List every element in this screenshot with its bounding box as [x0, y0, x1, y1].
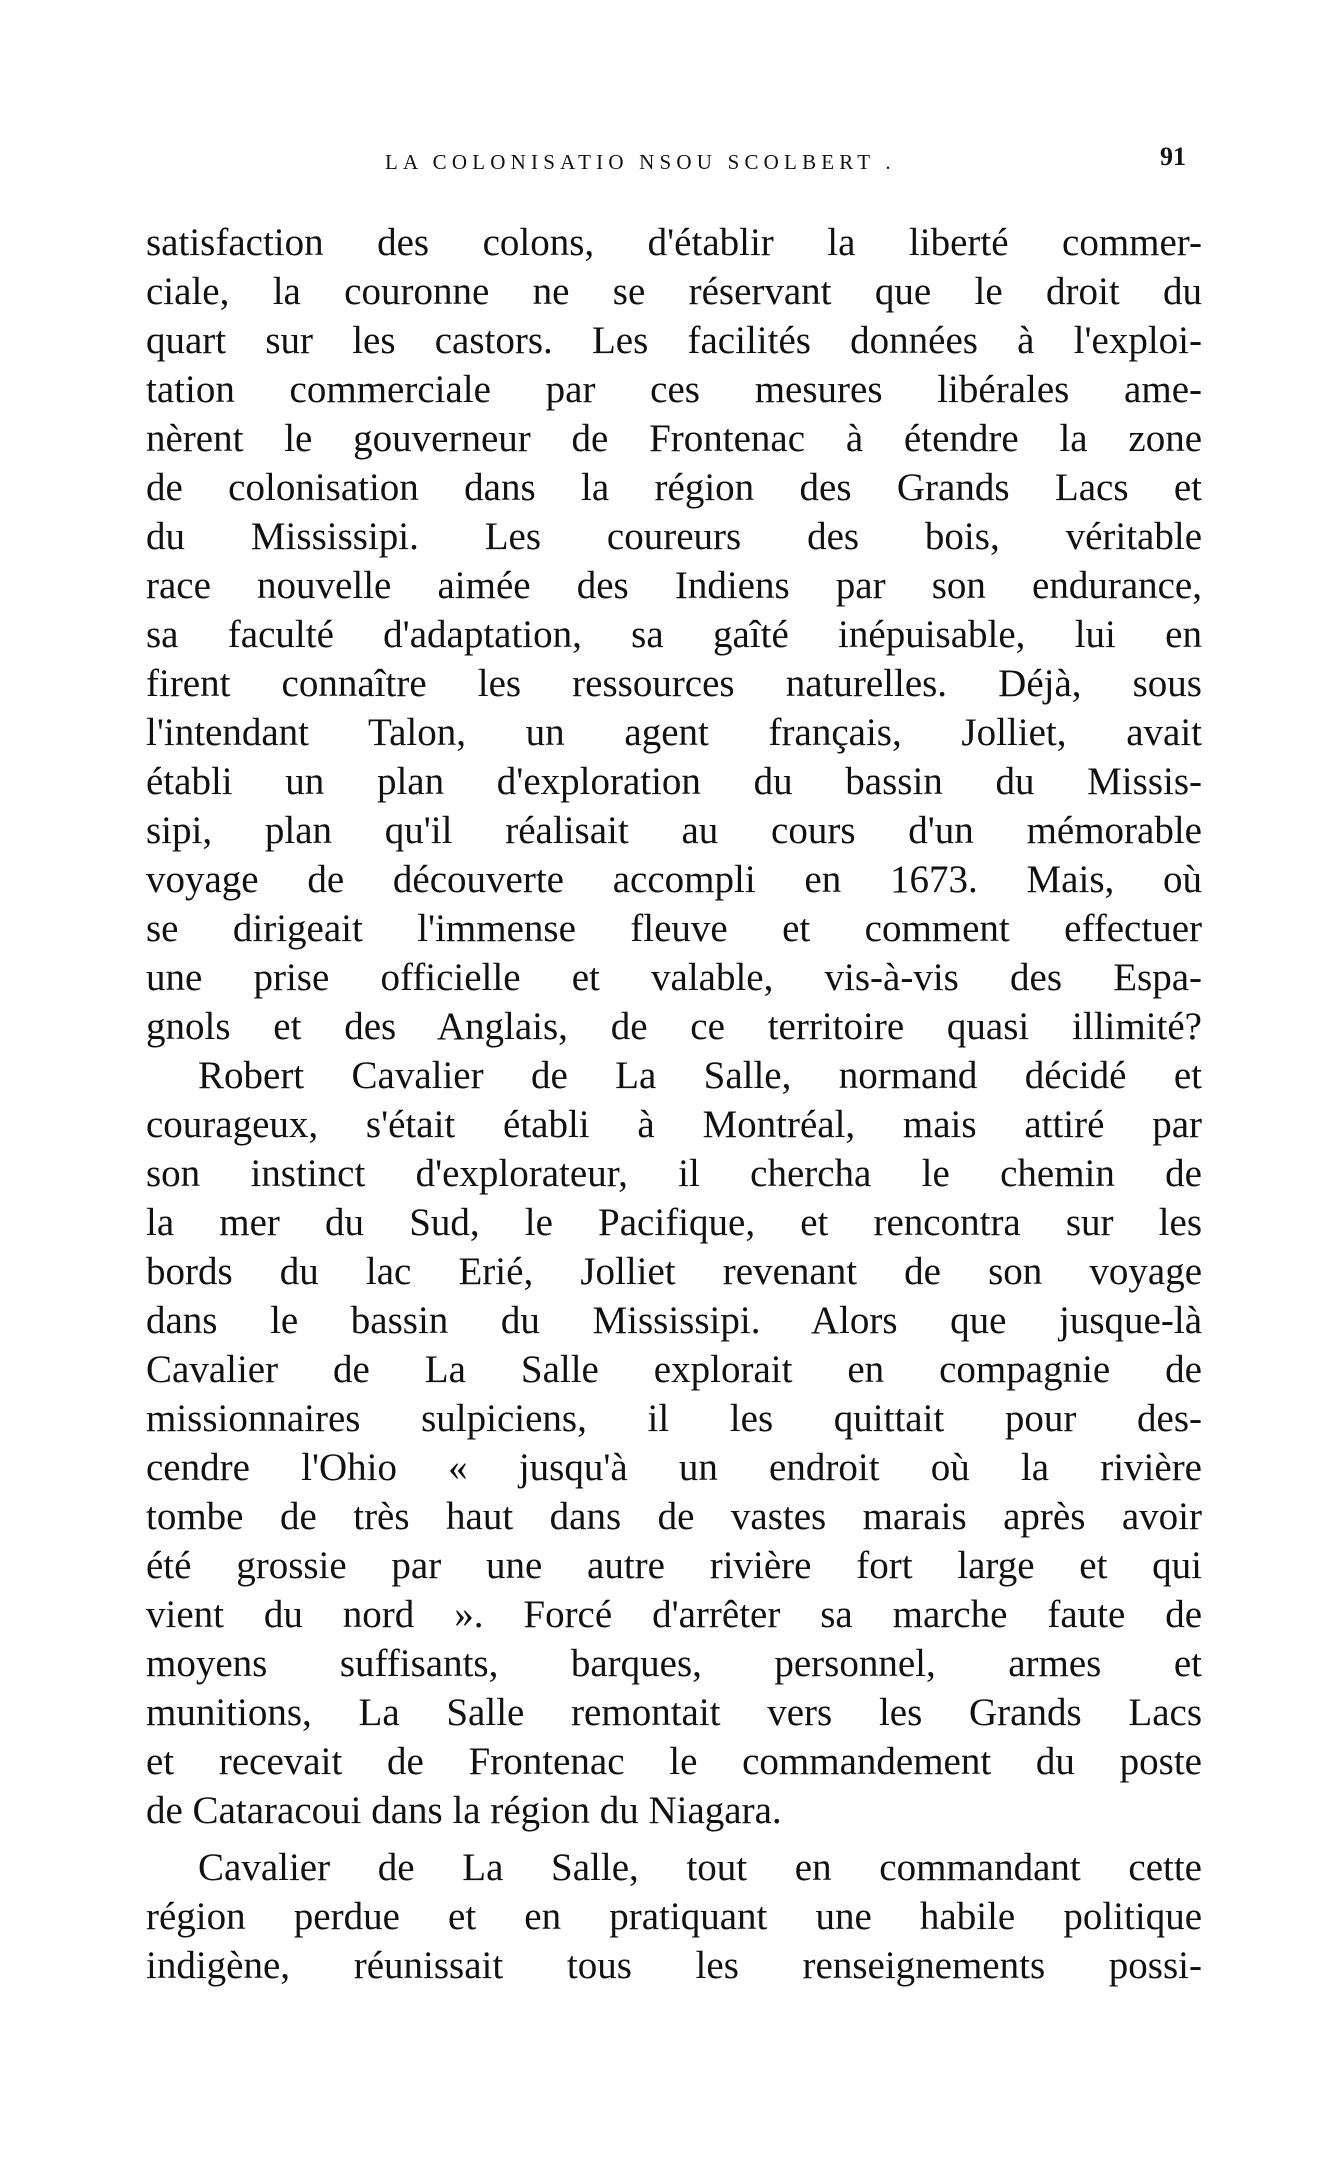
text-line: courageux, s'était établi à Montréal, mais attiré par	[146, 1103, 1202, 1146]
text-line: indigène, réunissait tous les renseignements possi-	[146, 1944, 1202, 1987]
text-line: satisfaction des colons, d'établir la liberté commer-	[146, 221, 1202, 264]
text-line: nèrent le gouverneur de Frontenac à étendre la zone	[146, 417, 1202, 460]
text-line: de colonisation dans la région des Grands Lacs et	[146, 466, 1202, 509]
text-line: dans le bassin du Mississipi. Alors que jusque-là	[146, 1299, 1202, 1342]
text-line: se dirigeait l'immense fleuve et comment effectuer	[146, 907, 1202, 950]
text-line: établi un plan d'exploration du bassin du Missis-	[146, 760, 1202, 803]
text-line: voyage de découverte accompli en 1673. Mais, où	[146, 858, 1202, 901]
text-line: la mer du Sud, le Pacifique, et rencontra sur les	[146, 1201, 1202, 1244]
body-text	[146, 218, 1202, 1990]
text-line: gnols et des Anglais, de ce territoire quasi illimité?	[146, 1005, 1202, 1048]
text-line: de Cataracoui dans la région du Niagara.	[146, 1789, 782, 1832]
text-line: bords du lac Erié, Jolliet revenant de son voyage	[146, 1250, 1202, 1293]
text-line: une prise officielle et valable, vis-à-vis des Espa-	[146, 956, 1202, 999]
text-line: l'intendant Talon, un agent français, Jolliet, avait	[146, 711, 1202, 754]
text-line: sa faculté d'adaptation, sa gaîté inépuisable, lui en	[146, 613, 1202, 656]
text-line: moyens suffisants, barques, personnel, armes et	[146, 1642, 1202, 1685]
text-line: munitions, La Salle remontait vers les Grands Lacs	[146, 1691, 1202, 1734]
text-line: ciale, la couronne ne se réservant que le droit du	[146, 270, 1202, 313]
page-number: 91	[1160, 142, 1186, 171]
text-line: missionnaires sulpiciens, il les quittait pour des-	[146, 1397, 1202, 1440]
paragraph-1	[146, 218, 1202, 1051]
paragraph-spacer	[146, 1835, 1202, 1843]
text-line: quart sur les castors. Les facilités données à l'exploi-	[146, 319, 1202, 362]
text-line: firent connaître les ressources naturelles. Déjà, sous	[146, 662, 1202, 705]
running-head: LA COLONISATIO NSOU SCOLBERT .	[385, 150, 896, 174]
text-line: Cavalier de La Salle explorait en compagnie de	[146, 1348, 1202, 1391]
text-line: Robert Cavalier de La Salle, normand décidé et	[198, 1054, 1202, 1097]
paragraph-3	[146, 1843, 1202, 1990]
text-line: Cavalier de La Salle, tout en commandant cette	[198, 1846, 1202, 1889]
text-line: été grossie par une autre rivière fort large et qui	[146, 1544, 1202, 1587]
text-line: sipi, plan qu'il réalisait au cours d'un mémorable	[146, 809, 1202, 852]
paragraph-2	[146, 1051, 1202, 1835]
text-line: et recevait de Frontenac le commandement du poste	[146, 1740, 1202, 1783]
text-line: vient du nord ». Forcé d'arrêter sa marche faute de	[146, 1593, 1202, 1636]
text-line: du Mississipi. Les coureurs des bois, véritable	[146, 515, 1202, 558]
text-line: son instinct d'explorateur, il chercha le chemin de	[146, 1152, 1202, 1195]
text-line: tation commerciale par ces mesures libérales ame-	[146, 368, 1202, 411]
text-line: tombe de très haut dans de vastes marais après avoir	[146, 1495, 1202, 1538]
text-line: région perdue et en pratiquant une habile politique	[146, 1895, 1202, 1938]
text-line: race nouvelle aimée des Indiens par son endurance,	[146, 564, 1202, 607]
text-line: cendre l'Ohio « jusqu'à un endroit où la rivière	[146, 1446, 1202, 1489]
